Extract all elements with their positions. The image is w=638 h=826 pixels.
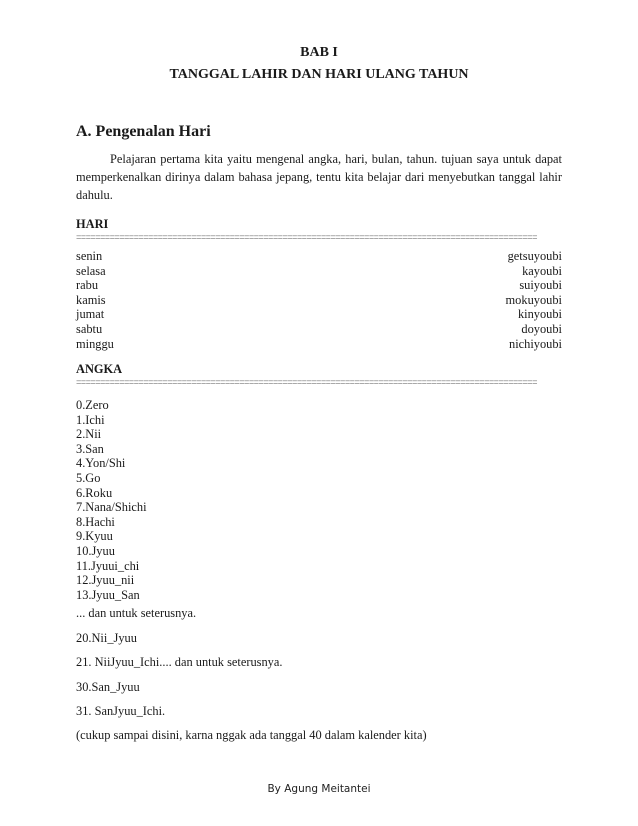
number-thirty: 30.San_Jyuu: [76, 680, 140, 694]
angka-heading: ANGKA: [76, 362, 123, 376]
day-row: [76, 337, 562, 352]
day-japanese: mokuyoubi: [505, 292, 562, 307]
number-item: 0.Zero: [76, 398, 109, 412]
number-item: 9.Kyuu: [76, 529, 113, 544]
day-japanese: getsuyoubi: [507, 249, 562, 263]
day-japanese: suiyoubi: [519, 278, 562, 293]
day-row: [76, 249, 562, 264]
number-twenty-one: 21. NiiJyuu_Ichi.... dan untuk seterusnya.: [76, 655, 283, 669]
number-item: 6.Roku: [76, 485, 113, 500]
day-indonesian: senin: [76, 249, 103, 263]
number-item: 3.San: [76, 441, 104, 456]
number-item: 8.Hachi: [76, 514, 115, 529]
day-indonesian: kamis: [76, 292, 106, 307]
day-indonesian: rabu: [76, 278, 99, 293]
chapter-title: TANGGAL LAHIR DAN HARI ULANG TAHUN: [169, 67, 469, 82]
continuation-text: ... dan untuk seterusnya.: [76, 606, 197, 620]
section-heading: A. Pengenalan Hari: [76, 123, 211, 140]
number-item: 4.Yon/Shi: [76, 456, 126, 471]
day-indonesian: sabtu: [76, 321, 103, 336]
number-item: 13.Jyuu_San: [76, 587, 140, 602]
hari-heading: HARI: [76, 217, 109, 231]
number-item: 7.Nana/Shichi: [76, 500, 147, 515]
day-indonesian: minggu: [76, 336, 114, 351]
intro-paragraph: [76, 150, 562, 204]
day-japanese: kayoubi: [522, 263, 562, 278]
angka-divider: ================================================================================================: [76, 380, 537, 386]
days-list: [76, 249, 562, 351]
number-item: 11.Jyuui_chi: [76, 558, 140, 573]
day-indonesian: selasa: [76, 263, 106, 278]
page-footer: By Agung Meitantei: [267, 783, 371, 795]
day-japanese: kinyoubi: [517, 307, 562, 322]
day-row: [76, 264, 562, 279]
intro-text: Pelajaran pertama kita yaitu mengenal angka, hari, bulan, tahun. tujuan saya untuk dapat memperkenalkan dirinya dalam bahasa jepang, tentu kita belajar dari menyebutkan tanggal lahir dahulu.: [76, 152, 562, 202]
chapter-label: BAB I: [300, 45, 338, 60]
day-row: [76, 322, 562, 337]
hari-divider: ================================================================================================: [76, 235, 537, 241]
day-row: [76, 307, 562, 322]
number-item: 10.Jyuu: [76, 543, 115, 558]
closing-note: (cukup sampai disini, karna nggak ada tanggal 40 dalam kalender kita): [76, 728, 427, 742]
day-indonesian: jumat: [76, 307, 105, 322]
number-item: 1.Ichi: [76, 412, 105, 427]
number-item: 5.Go: [76, 470, 101, 485]
number-thirty-one: 31. SanJyuu_Ichi.: [76, 704, 166, 718]
numbers-list: [76, 398, 147, 602]
day-row: [76, 278, 562, 293]
number-item: 2.Nii: [76, 427, 102, 442]
day-row: [76, 293, 562, 308]
day-japanese: nichiyoubi: [509, 336, 562, 351]
number-item: 12.Jyuu_nii: [76, 573, 135, 588]
day-japanese: doyoubi: [521, 321, 562, 336]
number-twenty: 20.Nii_Jyuu: [76, 631, 137, 645]
